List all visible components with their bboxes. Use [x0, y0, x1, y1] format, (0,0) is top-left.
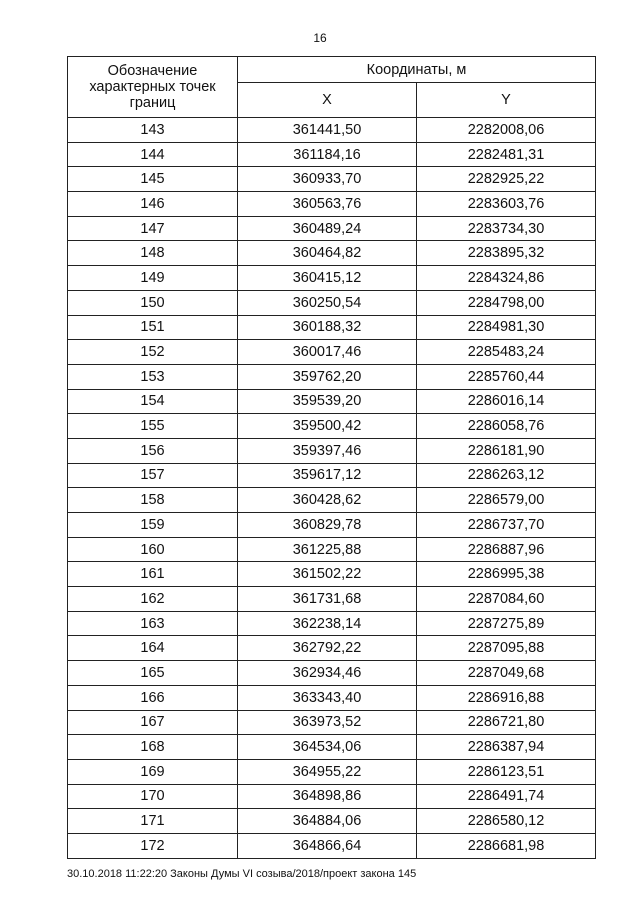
point-id-cell: 154 — [68, 389, 238, 414]
table-row — [68, 636, 596, 661]
x-coordinate-cell: 360464,82 — [238, 241, 417, 266]
point-id-cell: 169 — [68, 759, 238, 784]
y-coordinate-cell: 2283603,76 — [417, 192, 596, 217]
point-id-cell: 160 — [68, 537, 238, 562]
point-id-cell: 149 — [68, 266, 238, 291]
table-row — [68, 562, 596, 587]
table-row — [68, 833, 596, 858]
y-coordinate-cell: 2286995,38 — [417, 562, 596, 587]
x-coordinate-cell: 361441,50 — [238, 118, 417, 143]
table-row — [68, 241, 596, 266]
header-y: Y — [417, 83, 596, 118]
x-coordinate-cell: 361731,68 — [238, 587, 417, 612]
point-id-cell: 152 — [68, 340, 238, 365]
table-row — [68, 537, 596, 562]
y-coordinate-cell: 2287275,89 — [417, 611, 596, 636]
table-row — [68, 611, 596, 636]
table-row — [68, 809, 596, 834]
x-coordinate-cell: 364534,06 — [238, 735, 417, 760]
table-row — [68, 315, 596, 340]
table-row — [68, 685, 596, 710]
x-coordinate-cell: 359539,20 — [238, 389, 417, 414]
table-row — [68, 142, 596, 167]
point-id-cell: 150 — [68, 290, 238, 315]
point-id-cell: 159 — [68, 513, 238, 538]
point-id-cell: 168 — [68, 735, 238, 760]
x-coordinate-cell: 360017,46 — [238, 340, 417, 365]
y-coordinate-cell: 2286058,76 — [417, 414, 596, 439]
y-coordinate-cell: 2286887,96 — [417, 537, 596, 562]
table-header-row — [68, 57, 596, 83]
point-id-cell: 158 — [68, 488, 238, 513]
table-row — [68, 192, 596, 217]
y-coordinate-cell: 2286580,12 — [417, 809, 596, 834]
table-row — [68, 266, 596, 291]
y-coordinate-cell: 2284798,00 — [417, 290, 596, 315]
point-id-cell: 163 — [68, 611, 238, 636]
table-row — [68, 735, 596, 760]
x-coordinate-cell: 360933,70 — [238, 167, 417, 192]
x-coordinate-cell: 363973,52 — [238, 710, 417, 735]
y-coordinate-cell: 2286491,74 — [417, 784, 596, 809]
x-coordinate-cell: 364898,86 — [238, 784, 417, 809]
x-coordinate-cell: 359397,46 — [238, 438, 417, 463]
x-coordinate-cell: 360428,62 — [238, 488, 417, 513]
y-coordinate-cell: 2282008,06 — [417, 118, 596, 143]
table-row — [68, 438, 596, 463]
table-body — [68, 118, 596, 859]
x-coordinate-cell: 361502,22 — [238, 562, 417, 587]
point-id-cell: 172 — [68, 833, 238, 858]
table-row — [68, 488, 596, 513]
y-coordinate-cell: 2286737,70 — [417, 513, 596, 538]
point-id-cell: 166 — [68, 685, 238, 710]
y-coordinate-cell: 2287095,88 — [417, 636, 596, 661]
point-id-cell: 148 — [68, 241, 238, 266]
y-coordinate-cell: 2282925,22 — [417, 167, 596, 192]
table-row — [68, 118, 596, 143]
point-id-cell: 146 — [68, 192, 238, 217]
point-id-cell: 143 — [68, 118, 238, 143]
x-coordinate-cell: 360415,12 — [238, 266, 417, 291]
y-coordinate-cell: 2284324,86 — [417, 266, 596, 291]
page-number: 16 — [313, 31, 327, 45]
table-row — [68, 340, 596, 365]
y-coordinate-cell: 2286123,51 — [417, 759, 596, 784]
point-id-cell: 170 — [68, 784, 238, 809]
x-coordinate-cell: 364884,06 — [238, 809, 417, 834]
table-row — [68, 661, 596, 686]
x-coordinate-cell: 359500,42 — [238, 414, 417, 439]
y-coordinate-cell: 2283734,30 — [417, 216, 596, 241]
y-coordinate-cell: 2287084,60 — [417, 587, 596, 612]
x-coordinate-cell: 362792,22 — [238, 636, 417, 661]
table-row — [68, 513, 596, 538]
header-x: X — [238, 83, 417, 118]
x-coordinate-cell: 360829,78 — [238, 513, 417, 538]
y-coordinate-cell: 2286387,94 — [417, 735, 596, 760]
x-coordinate-cell: 364955,22 — [238, 759, 417, 784]
table-row — [68, 389, 596, 414]
table-row — [68, 587, 596, 612]
point-id-cell: 162 — [68, 587, 238, 612]
y-coordinate-cell: 2285760,44 — [417, 364, 596, 389]
x-coordinate-cell: 361184,16 — [238, 142, 417, 167]
x-coordinate-cell: 362934,46 — [238, 661, 417, 686]
y-coordinate-cell: 2286181,90 — [417, 438, 596, 463]
point-id-cell: 156 — [68, 438, 238, 463]
table-row — [68, 784, 596, 809]
point-id-cell: 153 — [68, 364, 238, 389]
y-coordinate-cell: 2283895,32 — [417, 241, 596, 266]
point-id-cell: 165 — [68, 661, 238, 686]
x-coordinate-cell: 360250,54 — [238, 290, 417, 315]
y-coordinate-cell: 2282481,31 — [417, 142, 596, 167]
y-coordinate-cell: 2287049,68 — [417, 661, 596, 686]
y-coordinate-cell: 2284981,30 — [417, 315, 596, 340]
point-id-cell: 167 — [68, 710, 238, 735]
point-id-cell: 147 — [68, 216, 238, 241]
header-point-label: Обозначение характерных точек границ — [68, 57, 238, 118]
y-coordinate-cell: 2286916,88 — [417, 685, 596, 710]
y-coordinate-cell: 2286681,98 — [417, 833, 596, 858]
x-coordinate-cell: 362238,14 — [238, 611, 417, 636]
footer-note: 30.10.2018 11:22:20 Законы Думы VI созыва/2018/проект закона 145 — [67, 868, 417, 880]
table-row — [68, 710, 596, 735]
y-coordinate-cell: 2286579,00 — [417, 488, 596, 513]
x-coordinate-cell: 363343,40 — [238, 685, 417, 710]
x-coordinate-cell: 360188,32 — [238, 315, 417, 340]
x-coordinate-cell: 360489,24 — [238, 216, 417, 241]
x-coordinate-cell: 360563,76 — [238, 192, 417, 217]
table-row — [68, 759, 596, 784]
y-coordinate-cell: 2286721,80 — [417, 710, 596, 735]
point-id-cell: 151 — [68, 315, 238, 340]
x-coordinate-cell: 364866,64 — [238, 833, 417, 858]
x-coordinate-cell: 361225,88 — [238, 537, 417, 562]
table-row — [68, 364, 596, 389]
point-id-cell: 157 — [68, 463, 238, 488]
table-row — [68, 414, 596, 439]
point-id-cell: 145 — [68, 167, 238, 192]
table-row — [68, 167, 596, 192]
point-id-cell: 155 — [68, 414, 238, 439]
x-coordinate-cell: 359762,20 — [238, 364, 417, 389]
x-coordinate-cell: 359617,12 — [238, 463, 417, 488]
table-row — [68, 463, 596, 488]
y-coordinate-cell: 2286263,12 — [417, 463, 596, 488]
y-coordinate-cell: 2286016,14 — [417, 389, 596, 414]
table-row — [68, 216, 596, 241]
coordinates-table — [67, 56, 596, 859]
header-coordinates: Координаты, м — [238, 57, 596, 83]
y-coordinate-cell: 2285483,24 — [417, 340, 596, 365]
point-id-cell: 164 — [68, 636, 238, 661]
table-row — [68, 290, 596, 315]
point-id-cell: 161 — [68, 562, 238, 587]
point-id-cell: 171 — [68, 809, 238, 834]
point-id-cell: 144 — [68, 142, 238, 167]
